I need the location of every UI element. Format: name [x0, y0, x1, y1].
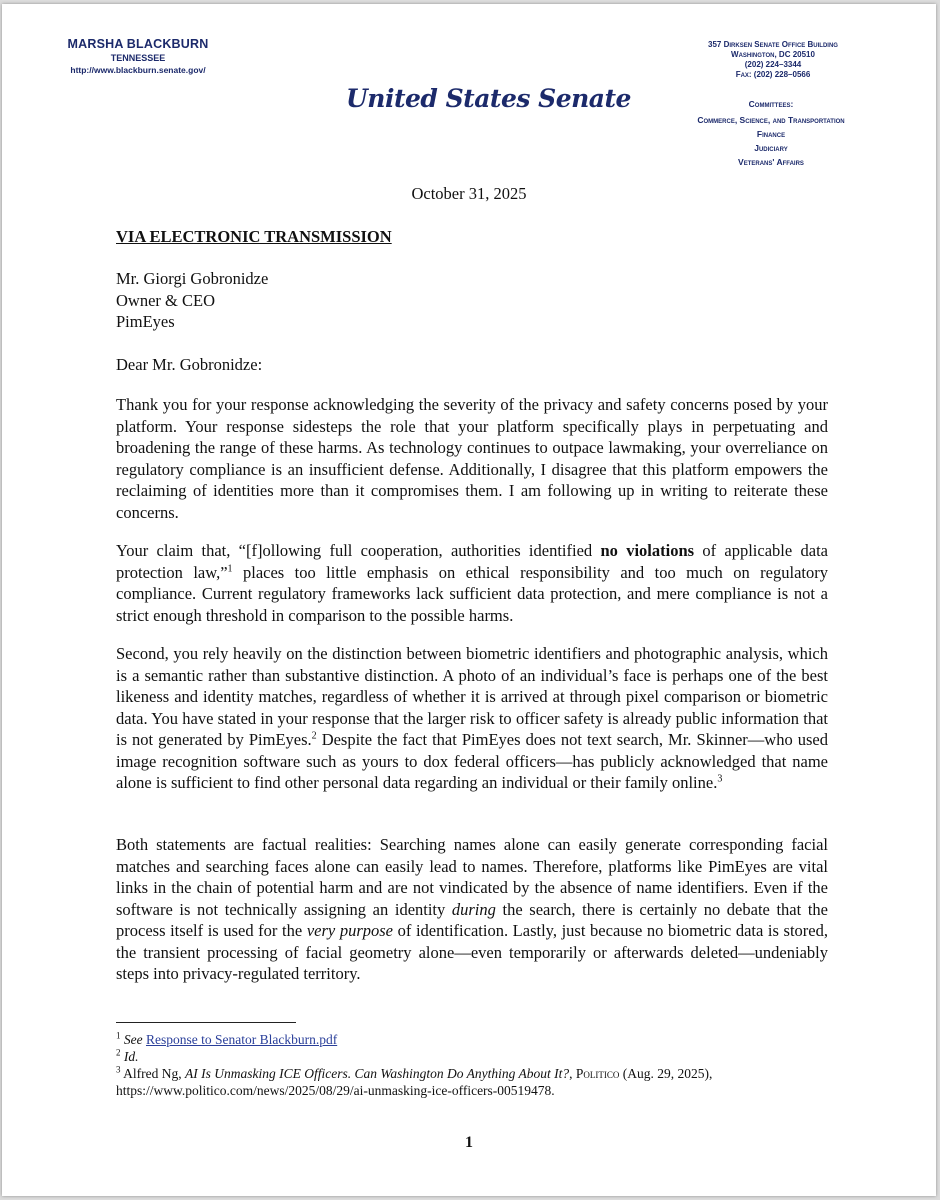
p4-italic-2: very purpose — [306, 921, 393, 940]
response-pdf-link[interactable]: Response to Senator Blackburn.pdf — [145, 1032, 338, 1047]
footnote-text: Id. — [123, 1049, 139, 1064]
p4-text-c: of identification. Lastly, just because no biometric data is stored, the transient processing of facial geometry alone—even temporarily or afterwards deleted—undeniably steps into privacy-regulated territory. — [116, 921, 829, 983]
p2-text-a: Your claim that, “[f]ollowing full cooperation, authorities identified — [116, 541, 601, 560]
committees-list — [656, 97, 886, 169]
footnote-number: 1 — [116, 1030, 121, 1041]
footnote-signal: See — [123, 1032, 143, 1047]
letter-page — [2, 4, 936, 1196]
footnotes — [116, 1031, 828, 1099]
transmission-heading: VIA ELECTRONIC TRANSMISSION — [116, 227, 392, 246]
p2-text-b: of applicable data protection law,” — [116, 541, 828, 582]
footnote-divider — [116, 1022, 296, 1023]
sender-block — [64, 37, 212, 75]
address-line2: Washington, DC 20510 — [731, 50, 815, 59]
salutation: Dear Mr. Gobronidze: — [116, 355, 263, 374]
committee-item: Finance — [756, 129, 786, 139]
office-address — [678, 40, 868, 80]
p3-text-a: Second, you rely heavily on the distinction between biometric identifiers and photographic analysis, which is a semantic rather than substantive distinction. A photo of an individual’s face is perhaps one of the best likeness and identity matches, regardless of whether it is arrived at through pixel comparison or biometric data. You have stated in your response that the larger risk to officer safety is already public information that is not generated by PimEyes. — [116, 644, 828, 749]
paragraph-2 — [116, 540, 828, 626]
page-number: 1 — [465, 1134, 473, 1151]
address-fax: Fax: (202) 228–0566 — [735, 70, 811, 79]
committees-heading: Committees: — [748, 99, 794, 109]
paragraph-1: Thank you for your response acknowledging the severity of the privacy and safety concerns posed by your platform. Your response sidesteps the role that your platform specifically plays in perpetuating and broadening the range of these harms. As technology continues to outpace lawmaking, your overreliance on regulatory compliance is an insufficient defense. Additionally, I disagree that this platform empowers the reclaiming of identities more than it compromises them. I am following up in writing to reiterate these concerns. — [116, 395, 828, 522]
p2-text-c: places too little emphasis on ethical responsibility and too much on regulatory compliance. Current regulatory frameworks lack sufficient data protection, and mere compliance is not a strict enough threshold in comparison to the possible harms. — [116, 562, 828, 625]
sender-name: MARSHA BLACKBURN — [67, 37, 209, 51]
footnote-url[interactable]: https://www.politico.com/news/2025/08/29/ai-unmasking-ice-officers-00519478. — [116, 1083, 555, 1098]
paragraph-4 — [116, 834, 828, 985]
committee-item: Commerce, Science, and Transportation — [697, 115, 845, 125]
footnote-number: 2 — [116, 1047, 121, 1058]
footnote-2 — [116, 1048, 828, 1065]
footnote-ref-1: 1 — [227, 563, 233, 574]
p2-bold: no violations — [600, 541, 695, 560]
committee-item: Judiciary — [754, 143, 788, 153]
footnote-separator: , — [569, 1066, 576, 1081]
sender-state: TENNESSEE — [110, 53, 166, 63]
recipient-name: Mr. Giorgi Gobronidze — [116, 269, 269, 288]
recipient-title: Owner & CEO — [116, 290, 215, 310]
footnote-ref-2: 2 — [311, 730, 317, 742]
letter-date: October 31, 2025 — [411, 184, 527, 203]
address-phone: (202) 224–3344 — [744, 60, 802, 69]
footnote-number: 3 — [116, 1064, 121, 1075]
address-line1: 357 Dirksen Senate Office Building — [708, 40, 838, 49]
committee-item: Veterans' Affairs — [738, 157, 804, 167]
p4-italic-1: during — [451, 899, 496, 919]
p4-text-a: Both statements are factual realities: Searching names alone can easily generate corresponding facial matches and searching faces alone can easily lead to names. Therefore, platforms like PimEyes are vital links in the chain of potential harm and are not vindicated by the absence of name identifiers. Even if the software is not technically assigning an identity — [116, 835, 828, 919]
footnote-author: Alfred Ng, — [123, 1066, 185, 1081]
footnote-3 — [116, 1065, 828, 1099]
p3-text-b: Despite the fact that PimEyes does not text search, Mr. Skinner—who used image recognition software such as yours to dox federal officers—has publicly acknowledged that name alone is sufficient to find other personal data regarding an individual or their family online. — [116, 730, 828, 792]
sender-url: http://www.blackburn.senate.gov/ — [70, 65, 206, 75]
footnote-article-title: AI Is Unmasking ICE Officers. Can Washington Do Anything About It? — [185, 1066, 570, 1081]
footnote-publication: Politico — [575, 1066, 620, 1081]
senate-letterhead-title: United States Senate — [346, 84, 631, 113]
footnote-ref-3: 3 — [717, 773, 723, 785]
p4-text-b: the search, there is certainly no debate that the process itself is used for the — [116, 899, 828, 940]
recipient-company: PimEyes — [116, 312, 175, 331]
recipient-block — [116, 268, 828, 333]
paragraph-3 — [116, 643, 828, 794]
footnote-date: (Aug. 29, 2025), — [619, 1066, 713, 1081]
footnote-1 — [116, 1031, 828, 1048]
